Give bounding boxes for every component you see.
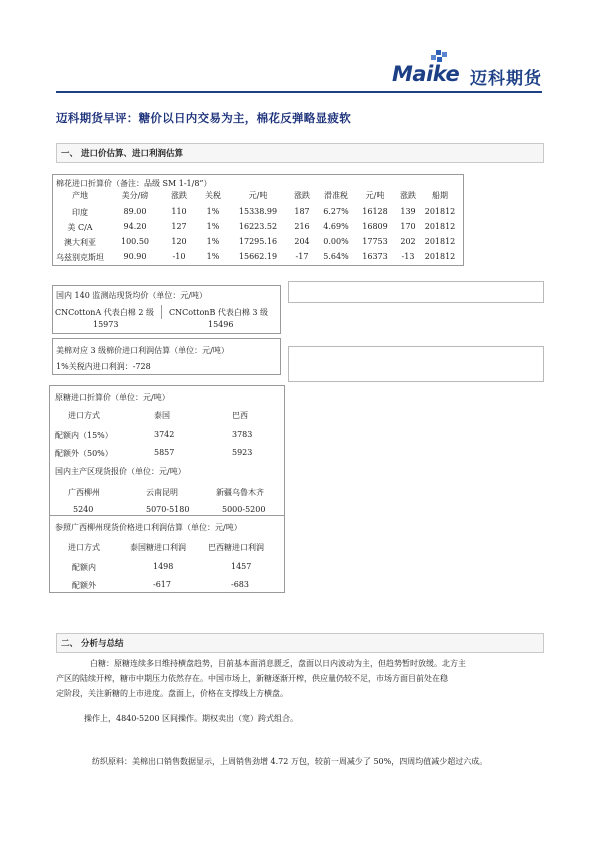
header-rule xyxy=(56,91,542,93)
col-header: 产地 xyxy=(72,191,88,200)
table-cell: 110 xyxy=(171,207,187,216)
section-header-import xyxy=(56,143,544,163)
table-cell: 配额外（50%） xyxy=(55,449,113,458)
table-cell: 5240 xyxy=(73,505,94,514)
table-cell: 16128 xyxy=(362,207,388,216)
logo-text-cn: 迈科期货 xyxy=(470,69,542,89)
box-caption: 参照广西柳州现货价格进口利润估算（单位：元/吨） xyxy=(55,523,242,532)
table-cell: 美 C/A xyxy=(67,223,93,232)
table-cell: 1% xyxy=(206,237,220,246)
table-cell: 15662.19 xyxy=(238,252,278,261)
report-title: 迈科期货早评：糖价以日内交易为主，棉花反弹略显疲软 xyxy=(56,111,351,125)
table-cell: 5857 xyxy=(154,448,175,457)
box-caption: 原糖进口折算价（单位：元/吨） xyxy=(55,393,170,402)
table-cell: -17 xyxy=(295,252,309,261)
section-header-analysis xyxy=(56,633,544,653)
table-cell: 6.27% xyxy=(323,207,349,216)
table-cell: 印度 xyxy=(72,208,88,217)
col-header: 涨跌 xyxy=(294,191,310,200)
table-cell: 16809 xyxy=(362,222,388,231)
table-cell: 5070-5180 xyxy=(146,505,190,514)
cotton-a-label: CNCottonA 代表白棉 2 级 xyxy=(55,308,154,317)
cotton-a-value: 15973 xyxy=(93,320,119,329)
logo-text-en: Maike xyxy=(392,62,460,86)
table-cell: 17753 xyxy=(362,237,388,246)
col-header: 新疆乌鲁木齐 xyxy=(216,488,264,497)
paragraph-line: 白糖：原糖连续多日维持横盘趋势，目前基本面消息匮乏，盘面以日内波动为主，但趋势暂时放缓。北方主 xyxy=(90,659,466,668)
col-header: 进口方式 xyxy=(68,543,100,552)
table-cell: 139 xyxy=(400,207,416,216)
table-cell: 17295.16 xyxy=(238,237,278,246)
company-logo xyxy=(392,62,542,89)
box-caption: 美棉对应 3 级棉价进口利润估算（单位：元/吨） xyxy=(56,346,229,355)
col-header: 关税 xyxy=(205,191,221,200)
col-header: 涨跌 xyxy=(400,191,416,200)
table-cell: 3783 xyxy=(232,430,253,439)
col-header: 泰国糖进口利润 xyxy=(130,543,186,552)
table-cell: 201812 xyxy=(424,207,456,216)
table-cell: 201812 xyxy=(424,222,456,231)
col-header: 元/吨 xyxy=(365,191,385,200)
empty-panel xyxy=(288,281,544,303)
table-cell: 1498 xyxy=(153,562,174,571)
section-label: 二、 分析与总结 xyxy=(61,639,124,649)
table-cell: -683 xyxy=(231,580,249,589)
table-cell: 配额内 xyxy=(72,563,96,572)
box-caption: 国内 140 监测站现货均价（单位：元/吨） xyxy=(56,291,208,300)
cotton-b-label: CNCottonB 代表白棉 3 级 xyxy=(169,308,269,317)
cotton-b-value: 15496 xyxy=(208,320,234,329)
table-caption: 棉花进口折算价（备注：品级 SM 1-1/8”） xyxy=(56,179,212,188)
table-cell: 201812 xyxy=(424,237,456,246)
table-cell: 216 xyxy=(294,222,310,231)
col-header: 巴西 xyxy=(232,411,248,420)
table-cell: 15338.99 xyxy=(238,207,278,216)
table-cell: 187 xyxy=(294,207,310,216)
table-cell: 5923 xyxy=(232,448,253,457)
col-header: 云南昆明 xyxy=(146,488,178,497)
analysis-operation-paragraph: 操作上，4840-5200 区间操作。期权卖出（宽）跨式组合。 xyxy=(84,714,298,723)
table-cell: 1% xyxy=(206,207,220,216)
table-cell: 94.20 xyxy=(123,222,147,231)
import-profit-line: 1%关税内进口利润：-728 xyxy=(56,362,151,371)
col-header: 滑准税 xyxy=(324,191,348,200)
table-cell: 1% xyxy=(206,222,220,231)
table-cell: 5.64% xyxy=(323,252,349,261)
us-cotton-profit-box xyxy=(52,338,281,375)
col-header: 美分/磅 xyxy=(121,191,149,200)
table-cell: 89.00 xyxy=(123,207,147,216)
analysis-cotton-paragraph: 纺织原料：美棉出口销售数据显示，上周销售劲增 4.72 万包，较前一周减少了 50%，四周均值减少超过六成。 xyxy=(92,757,488,766)
sugar-spot-price-box xyxy=(49,461,285,516)
col-header: 船期 xyxy=(432,191,448,200)
table-cell: 1% xyxy=(206,252,220,261)
col-header: 泰国 xyxy=(154,411,170,420)
table-cell: 120 xyxy=(171,237,187,246)
table-cell: -10 xyxy=(172,252,186,261)
table-cell: -13 xyxy=(401,252,415,261)
table-cell: 204 xyxy=(294,237,310,246)
table-cell: 202 xyxy=(400,237,416,246)
table-cell: -617 xyxy=(153,580,171,589)
col-header: 巴西糖进口利润 xyxy=(208,543,264,552)
section-label: 一、 进口价估算、进口利润估算 xyxy=(61,149,183,159)
table-cell: 乌兹别克斯坦 xyxy=(56,253,104,262)
table-cell: 201812 xyxy=(424,252,456,261)
col-header: 进口方式 xyxy=(68,411,100,420)
table-cell: 5000-5200 xyxy=(222,505,266,514)
col-header: 广西柳州 xyxy=(68,488,100,497)
analysis-sugar-paragraph xyxy=(56,656,542,701)
sugar-import-profit-box xyxy=(49,515,285,593)
table-cell: 16373 xyxy=(362,252,388,261)
table-cell: 配额外 xyxy=(72,581,96,590)
paragraph-line: 产区的陆续开榨，糖市中期压力依然存在。中国市场上，新糖逐渐开榨，供应量仍较不足，市场方面目前处在稳 xyxy=(56,674,448,683)
box-caption: 国内主产区现货报价（单位：元/吨） xyxy=(55,467,186,476)
table-cell: 170 xyxy=(400,222,416,231)
table-cell: 16223.52 xyxy=(238,222,278,231)
table-cell: 3742 xyxy=(154,430,175,439)
table-cell: 1457 xyxy=(231,562,252,571)
table-cell: 0.00% xyxy=(323,237,349,246)
paragraph-line: 定阶段，关注新糖的上市进度。盘面上，价格在支撑线上方横盘。 xyxy=(56,689,288,698)
empty-panel xyxy=(288,346,544,382)
sugar-import-price-box xyxy=(49,385,285,463)
table-cell: 4.69% xyxy=(323,222,349,231)
table-cell: 100.50 xyxy=(121,237,149,246)
cell-divider xyxy=(161,305,162,319)
col-header: 元/吨 xyxy=(248,191,268,200)
col-header: 涨跌 xyxy=(171,191,187,200)
table-cell: 配额内（15%） xyxy=(55,431,113,440)
table-cell: 90.90 xyxy=(123,252,147,261)
table-cell: 澳大利亚 xyxy=(64,238,96,247)
cotton-import-table xyxy=(52,174,464,266)
table-cell: 127 xyxy=(171,222,187,231)
domestic-cotton-price-box xyxy=(52,285,281,334)
